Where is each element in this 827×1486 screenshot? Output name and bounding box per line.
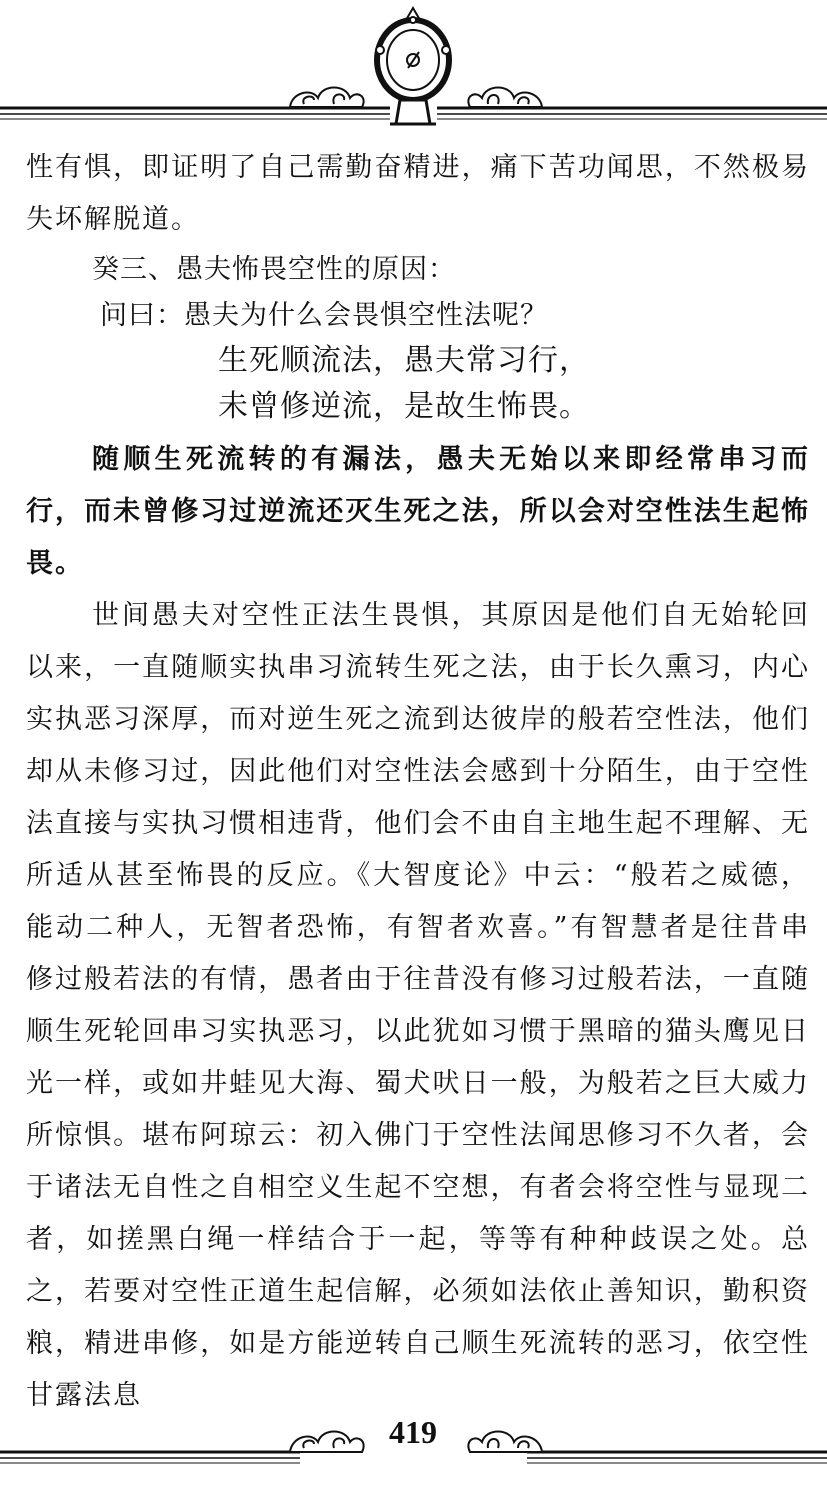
question-line: 问曰：愚夫为什么会畏惧空性法呢？ [100, 300, 548, 331]
page-body [26, 142, 810, 1422]
continuation-paragraph: 性有惧，即证明了自己需勤奋精进，痛下苦功闻思，不然极易失坏解脱道。 [26, 152, 810, 235]
cloud-scroll-left-icon [290, 88, 364, 108]
cloud-scroll-right-icon [468, 88, 542, 108]
footer-cloud-right-icon [468, 1432, 542, 1453]
verse-block [26, 338, 810, 430]
verse-line: 未曾修逆流，是故生怖畏。 [218, 389, 590, 424]
page-number: 419 [389, 1414, 437, 1450]
footer-rule-left [0, 1452, 300, 1463]
footer-rule-right [527, 1452, 827, 1463]
header-rule-right [437, 108, 827, 119]
section-heading: 癸三、愚夫怖畏空性的原因： [92, 254, 456, 285]
header-rule-left [0, 108, 390, 119]
explanation-paragraph: 世间愚夫对空性正法生畏惧，其原因是他们自无始轮回以来，一直随顺实执串习流转生死之法，由于长久熏习，内心实执恶习深厚，而对逆生死之流到达彼岸的般若空性法，他们却从未修习过，因此他们对空性法会感到十分陌生，由于空性法直接与实执习惯相违背，他们会不由自主地生起不理解、无所适从甚至怖畏的反应。《大智度论》中云：“般若之威德，能动二种人，无智者恐怖，有智者欢喜。”有智慧者是往昔串修过般若法的有情，愚者由于往昔没有修习过般若法，一直随顺生死轮回串习实执恶习，以此犹如习惯于黑暗的猫头鹰见日光一样，或如井蛙见大海、蜀犬吠日一般，为般若之巨大威力所惊惧。堪布阿琼云：初入佛门于空性法闻思修习不久者，会于诸法无自性之自相空义生起不空想，有者会将空性与显现二者，如搓黑白绳一样结合于一起，等等有种种歧误之处。总之，若要对空性正道生起信解，必须如法依止善知识，勤积资粮，精进串修，如是方能逆转自己顺生死流转的恶习，依空性甘露法息 [26, 600, 810, 1411]
header-ornament [0, 0, 827, 135]
verse-line: 生死顺流法，愚夫常习行， [218, 343, 590, 378]
commentary-paragraph: 随顺生死流转的有漏法，愚夫无始以来即经常串习而行，而未曾修习过逆流还灭生死之法，所以会对空性法生起怖畏。 [26, 444, 810, 579]
footer-cloud-left-icon [290, 1432, 364, 1453]
